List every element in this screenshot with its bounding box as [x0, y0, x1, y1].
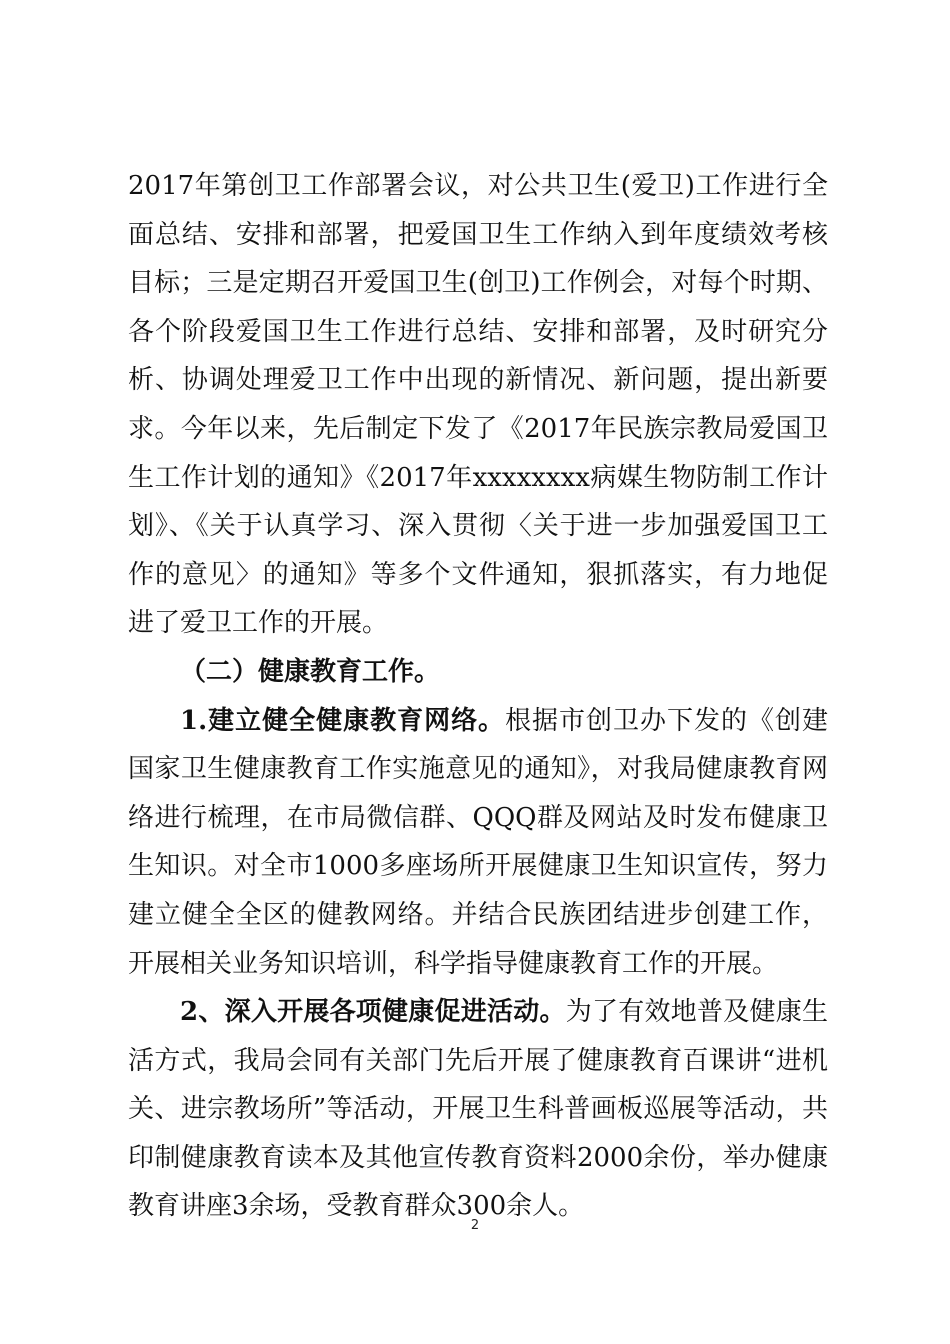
paragraph-lead-network: 1.建立健全健康教育网络。	[180, 705, 506, 736]
paragraph-body-network: 根据市创卫办下发的《创建国家卫生健康教育工作实施意见的通知》，对我局健康教育网络进行梳理，在市局微信群、QQQ群及网站及时发布健康卫生知识。对全市1000多座场所开展健康卫生知识宣传，努力建立健全全区的健教网络。并结合民族团结进步创建工作，开展相关业务知识培训，科学指导健康教育工作的开展。	[128, 705, 828, 979]
paragraph-body-activities: 为了有效地普及健康生活方式，我局会同有关部门先后开展了健康教育百课讲“进机关、进宗教场所”等活动，开展卫生科普画板巡展等活动，共印制健康教育读本及其他宣传教育资料2000余份，举办健康教育讲座3余场，受教育群众300余人。	[128, 997, 828, 1222]
paragraph-health-promotion-activities	[128, 988, 828, 1231]
page-number: 2	[470, 1218, 480, 1233]
section-heading-health-education: （二）健康教育工作。	[180, 656, 441, 687]
paragraph-lead-activities: 2、深入开展各项健康促进活动。	[180, 997, 566, 1028]
paragraph-continuation: 2017年第创卫工作部署会议，对公共卫生(爱卫)工作进行全面总结、安排和部署，把爱国卫生工作纳入到年度绩效考核目标；三是定期召开爱国卫生(创卫)工作例会，对每个时期、各个阶段爱国卫生工作进行总结、安排和部署，及时研究分析、协调处理爱卫工作中出现的新情况、新问题，提出新要求。今年以来，先后制定下发了《2017年民族宗教局爱国卫生工作计划的通知》《2017年xxxxxxxx病媒生物防制工作计划》、《关于认真学习、深入贯彻〈关于进一步加强爱国卫工作的意见〉的通知》等多个文件通知，狠抓落实，有力地促进了爱卫工作的开展。	[128, 171, 828, 639]
document-body	[128, 162, 828, 1231]
paragraph-health-education-network	[128, 697, 828, 989]
